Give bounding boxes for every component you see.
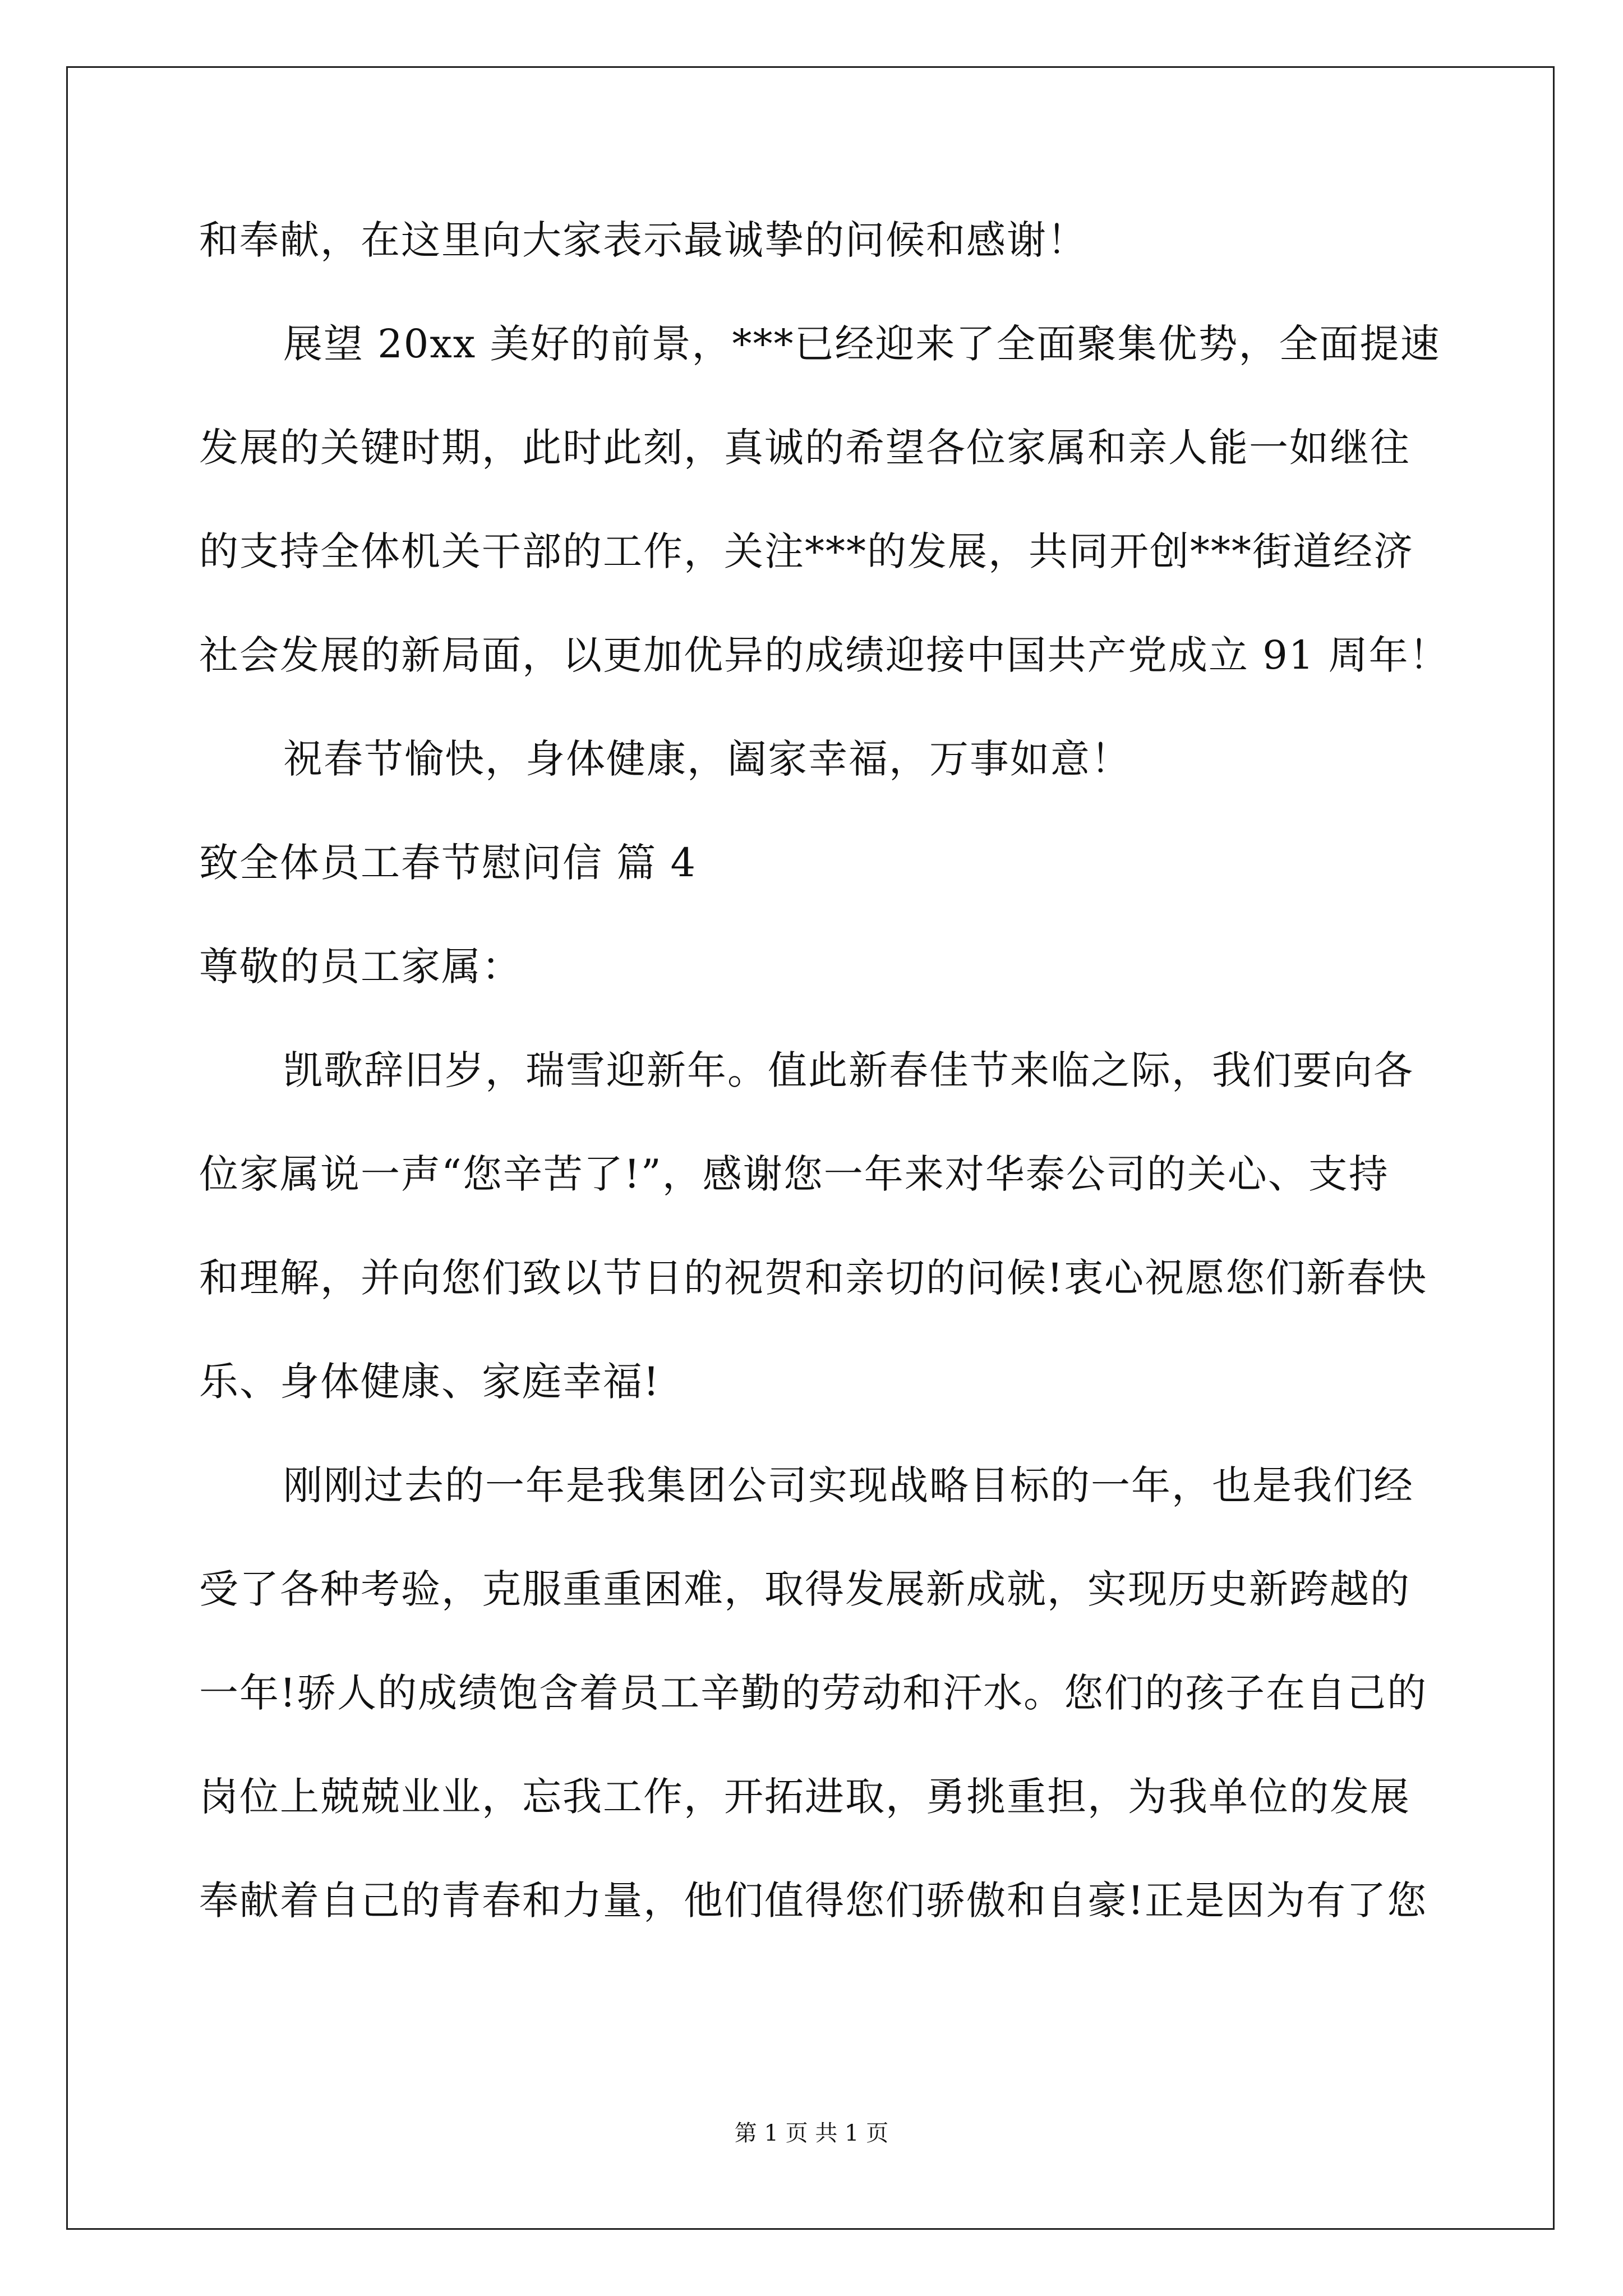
text-line-5: 社会发展的新局面，以更加优异的成绩迎接中国共产党成立 91 周年！ xyxy=(199,632,1450,678)
text-line-13: 刚刚过去的一年是我集团公司实现战略目标的一年，也是我们经 xyxy=(283,1462,1414,1508)
text-line-9: 凯歌辞旧岁，瑞雪迎新年。值此新春佳节来临之际，我们要向各 xyxy=(283,1047,1414,1093)
text-line-17: 奉献着自己的青春和力量，他们值得您们骄傲和自豪!正是因为有了您 xyxy=(199,1878,1428,1924)
text-line-2: 展望 20xx 美好的前景，***已经迎来了全面聚集优势，全面提速 xyxy=(283,321,1441,367)
text-line-1: 和奉献，在这里向大家表示最诚挚的问候和感谢！ xyxy=(199,217,1087,263)
text-line-15: 一年!骄人的成绩饱含着员工辛勤的劳动和汗水。您们的孩子在自己的 xyxy=(199,1670,1428,1716)
text-line-6: 祝春节愉快，身体健康，阖家幸福，万事如意！ xyxy=(283,736,1131,782)
text-line-11: 和理解，并向您们致以节日的祝贺和亲切的问候!衷心祝愿您们新春快 xyxy=(199,1255,1428,1301)
section-heading: 致全体员工春节慰问信 篇 4 xyxy=(199,840,697,886)
text-line-14: 受了各种考验，克服重重困难，取得发展新成就，实现历史新跨越的 xyxy=(199,1566,1410,1612)
salutation: 尊敬的员工家属： xyxy=(199,944,522,990)
text-line-4: 的支持全体机关干部的工作，关注***的发展，共同开创***街道经济 xyxy=(199,528,1414,574)
page-number-footer: 第 1 页 共 1 页 xyxy=(734,2120,889,2146)
text-line-16: 岗位上兢兢业业，忘我工作，开拓进取，勇挑重担，为我单位的发展 xyxy=(199,1774,1410,1820)
text-line-12: 乐、身体健康、家庭幸福! xyxy=(199,1359,661,1405)
text-line-3: 发展的关键时期，此时此刻，真诚的希望各位家属和亲人能一如继往 xyxy=(199,425,1410,471)
text-line-10: 位家属说一声“您辛苦了!”，感谢您一年来对华泰公司的关心、支持 xyxy=(199,1151,1389,1197)
